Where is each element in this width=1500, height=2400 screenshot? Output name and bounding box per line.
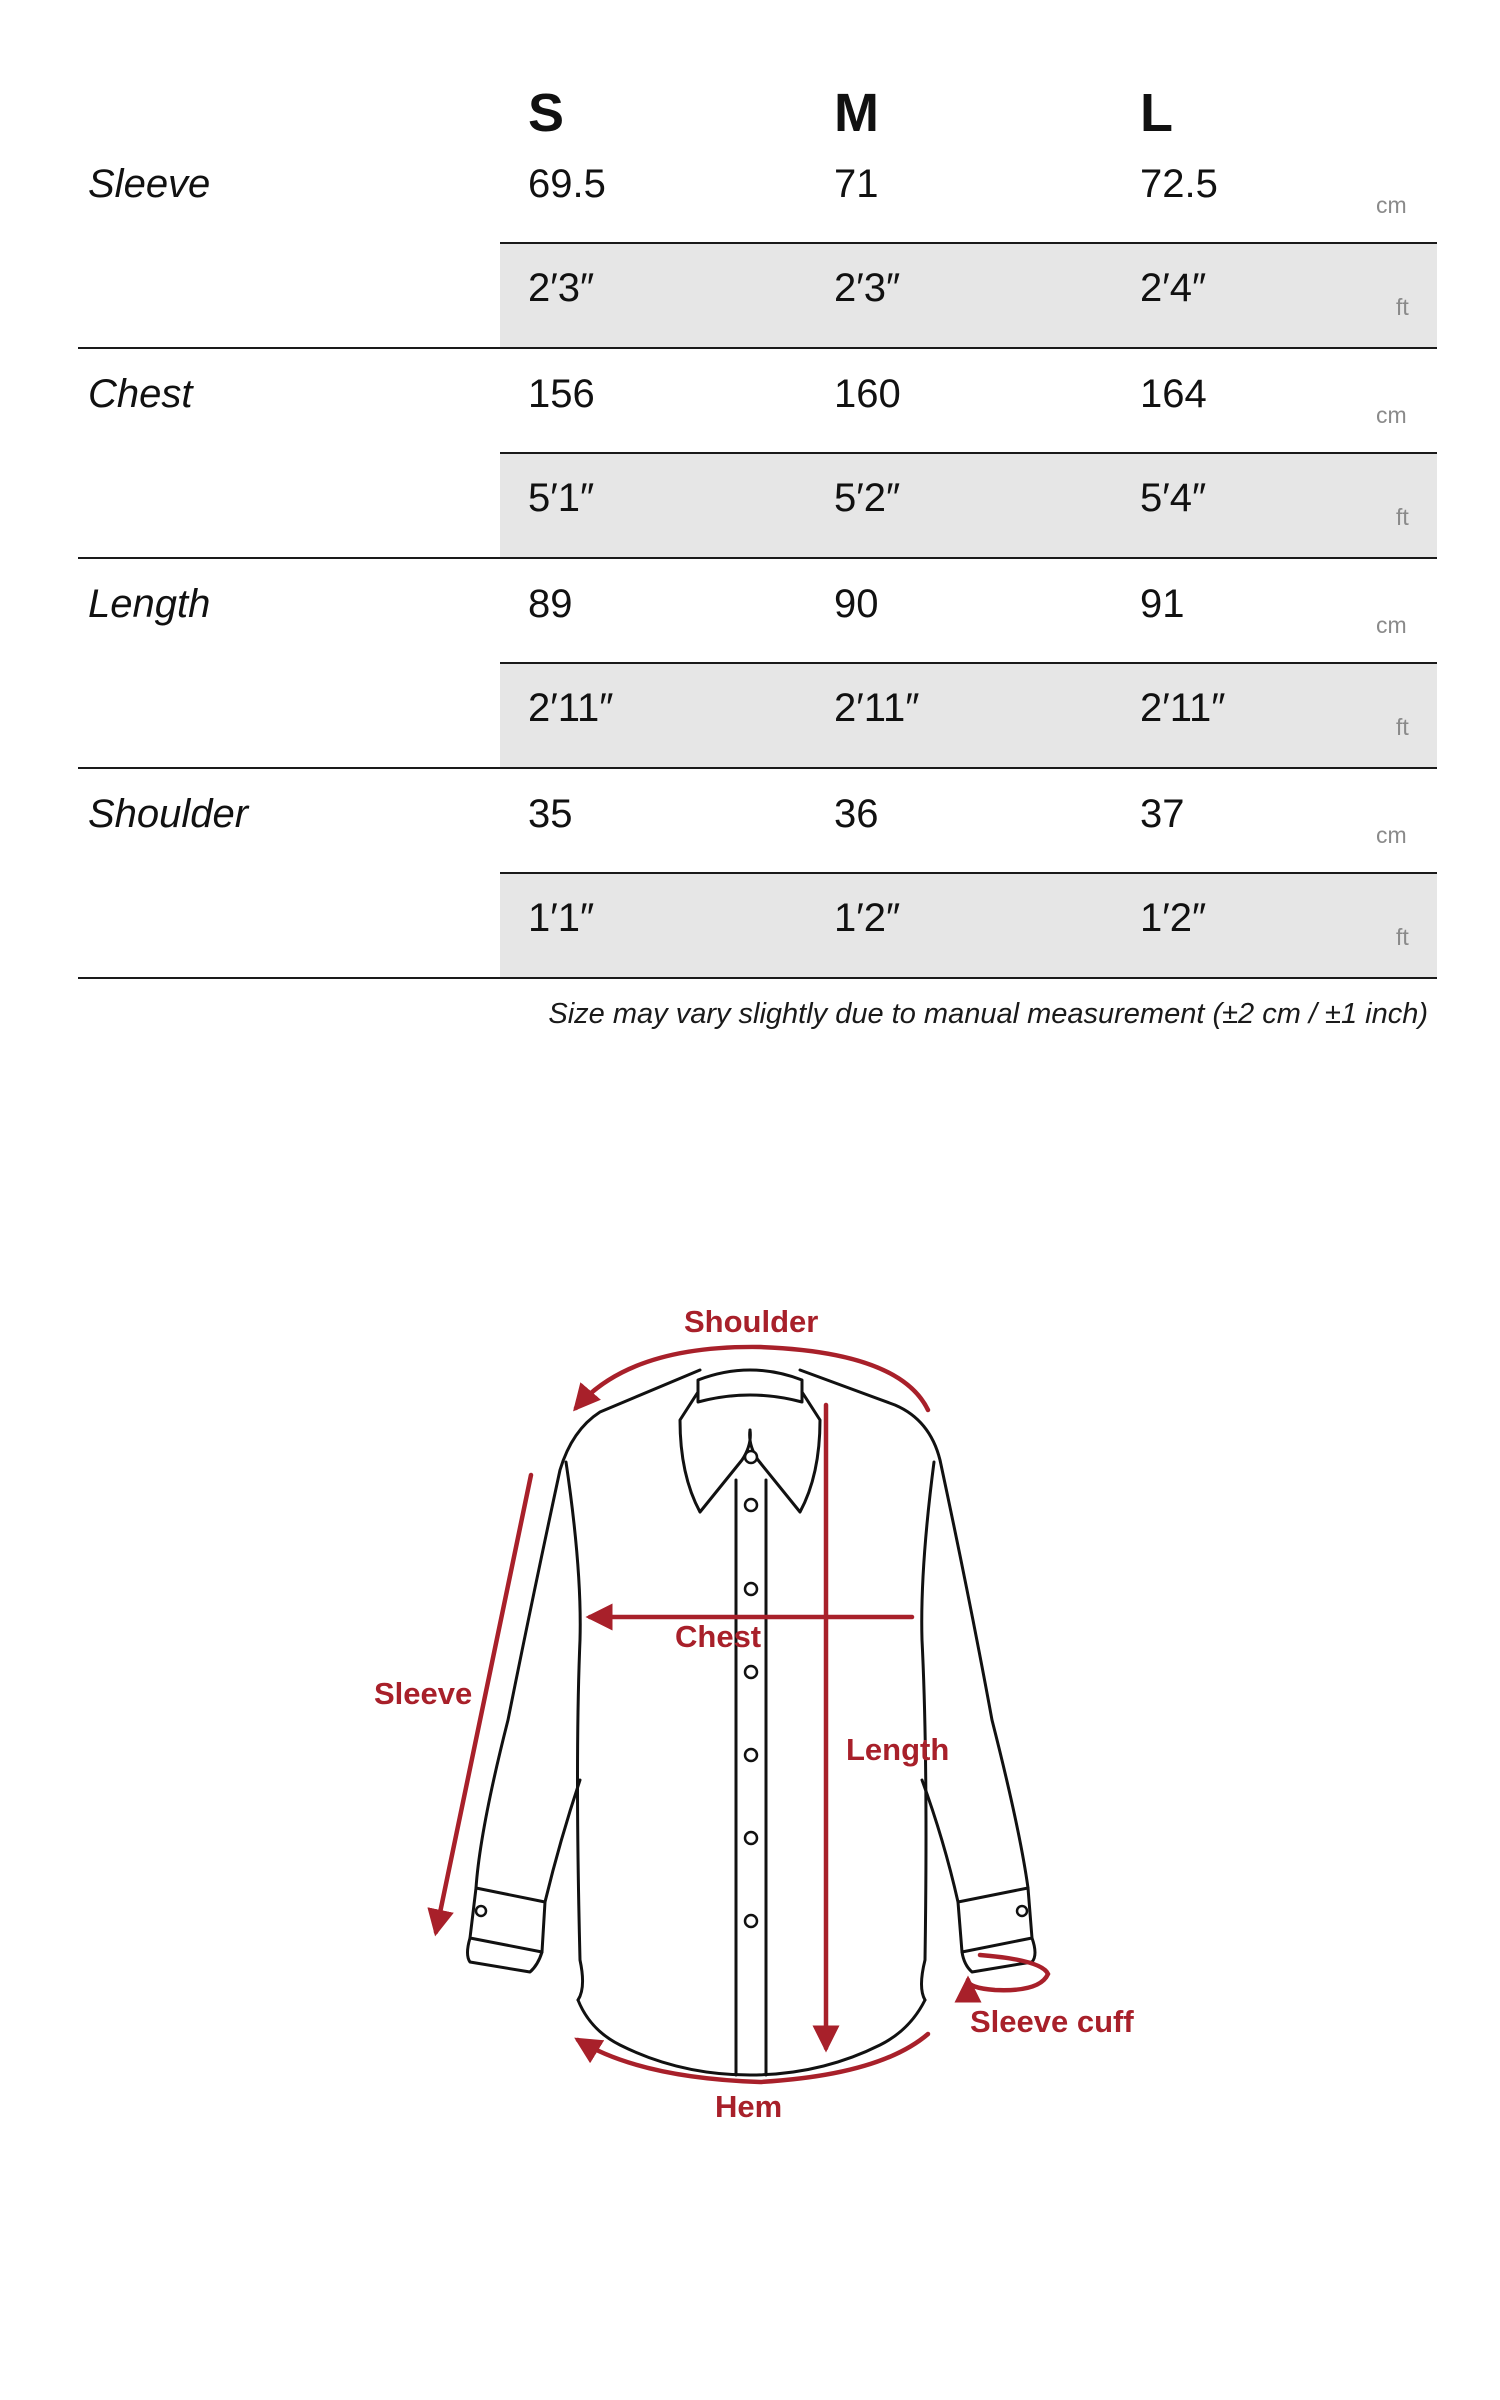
cell-length-ft-s: 2′11″ bbox=[528, 686, 614, 730]
cell-chest-ft-m: 5′2″ bbox=[834, 476, 901, 520]
size-table bbox=[0, 0, 1500, 1060]
table-row-length-ft bbox=[500, 664, 1437, 768]
cell-sleeve-ft-m: 2′3″ bbox=[834, 266, 901, 310]
label-chest: Chest bbox=[675, 1619, 762, 1654]
unit-cm: cm bbox=[1376, 822, 1407, 848]
cuff-button bbox=[1017, 1906, 1027, 1916]
unit-ft: ft bbox=[1396, 924, 1409, 950]
label-length: Length bbox=[846, 1732, 950, 1767]
cell-shoulder-cm-l: 37 bbox=[1140, 792, 1185, 836]
shirt-button bbox=[745, 1451, 757, 1463]
shirt-outline bbox=[468, 1370, 1036, 2075]
shirt-button bbox=[745, 1832, 757, 1844]
shirt-button bbox=[745, 1666, 757, 1678]
unit-ft: ft bbox=[1396, 504, 1409, 530]
unit-cm: cm bbox=[1376, 612, 1407, 638]
size-header-s: S bbox=[528, 83, 565, 143]
cell-length-ft-l: 2′11″ bbox=[1140, 686, 1226, 730]
shirt-buttons bbox=[476, 1451, 1027, 1927]
shirt-button bbox=[745, 1583, 757, 1595]
cell-chest-ft-l: 5′4″ bbox=[1140, 476, 1207, 520]
shirt-measurement-diagram bbox=[0, 1240, 1500, 2240]
cell-chest-cm-l: 164 bbox=[1140, 372, 1207, 416]
unit-cm: cm bbox=[1376, 192, 1407, 218]
cell-shoulder-cm-m: 36 bbox=[834, 792, 879, 836]
label-shoulder: Shoulder bbox=[684, 1304, 819, 1339]
table-row-chest-cm bbox=[500, 350, 1437, 454]
cell-length-cm-s: 89 bbox=[528, 582, 573, 626]
divider bbox=[78, 767, 1437, 769]
unit-cm: cm bbox=[1376, 402, 1407, 428]
cell-shoulder-ft-s: 1′1″ bbox=[528, 896, 595, 940]
divider bbox=[78, 347, 1437, 349]
cuff-button bbox=[476, 1906, 486, 1916]
table-row-shoulder-ft bbox=[500, 874, 1437, 978]
row-label-length: Length bbox=[88, 582, 211, 626]
unit-ft: ft bbox=[1396, 294, 1409, 320]
size-header-l: L bbox=[1140, 83, 1173, 143]
label-sleeve-cuff: Sleeve cuff bbox=[970, 2004, 1134, 2039]
cell-chest-cm-s: 156 bbox=[528, 372, 595, 416]
cell-length-ft-m: 2′11″ bbox=[834, 686, 920, 730]
row-label-sleeve: Sleeve bbox=[88, 162, 211, 206]
cell-length-cm-l: 91 bbox=[1140, 582, 1185, 626]
unit-ft: ft bbox=[1396, 714, 1409, 740]
table-row-length-cm bbox=[500, 560, 1437, 664]
cell-sleeve-ft-s: 2′3″ bbox=[528, 266, 595, 310]
divider bbox=[78, 977, 1437, 979]
cell-shoulder-ft-m: 1′2″ bbox=[834, 896, 901, 940]
table-row-sleeve-cm bbox=[500, 140, 1437, 244]
shirt-button bbox=[745, 1499, 757, 1511]
label-hem: Hem bbox=[715, 2089, 783, 2124]
shirt-button bbox=[745, 1915, 757, 1927]
cell-sleeve-cm-s: 69.5 bbox=[528, 162, 606, 206]
label-sleeve: Sleeve bbox=[374, 1676, 473, 1711]
measurement-disclaimer: Size may vary slightly due to manual measurement (±2 cm / ±1 inch) bbox=[548, 998, 1428, 1030]
shirt-button bbox=[745, 1749, 757, 1761]
size-header-m: M bbox=[834, 83, 879, 143]
cell-chest-cm-m: 160 bbox=[834, 372, 901, 416]
row-label-chest: Chest bbox=[88, 372, 193, 416]
table-row-shoulder-cm bbox=[500, 770, 1437, 874]
cell-sleeve-cm-l: 72.5 bbox=[1140, 162, 1218, 206]
sleeve-cuff-arrow bbox=[968, 1955, 1048, 1990]
cell-sleeve-cm-m: 71 bbox=[834, 162, 879, 206]
cell-length-cm-m: 90 bbox=[834, 582, 879, 626]
divider bbox=[78, 557, 1437, 559]
row-label-shoulder: Shoulder bbox=[88, 792, 249, 836]
cell-shoulder-cm-s: 35 bbox=[528, 792, 573, 836]
table-row-sleeve-ft bbox=[500, 244, 1437, 348]
cell-shoulder-ft-l: 1′2″ bbox=[1140, 896, 1207, 940]
cell-sleeve-ft-l: 2′4″ bbox=[1140, 266, 1207, 310]
table-row-chest-ft bbox=[500, 454, 1437, 558]
cell-chest-ft-s: 5′1″ bbox=[528, 476, 595, 520]
